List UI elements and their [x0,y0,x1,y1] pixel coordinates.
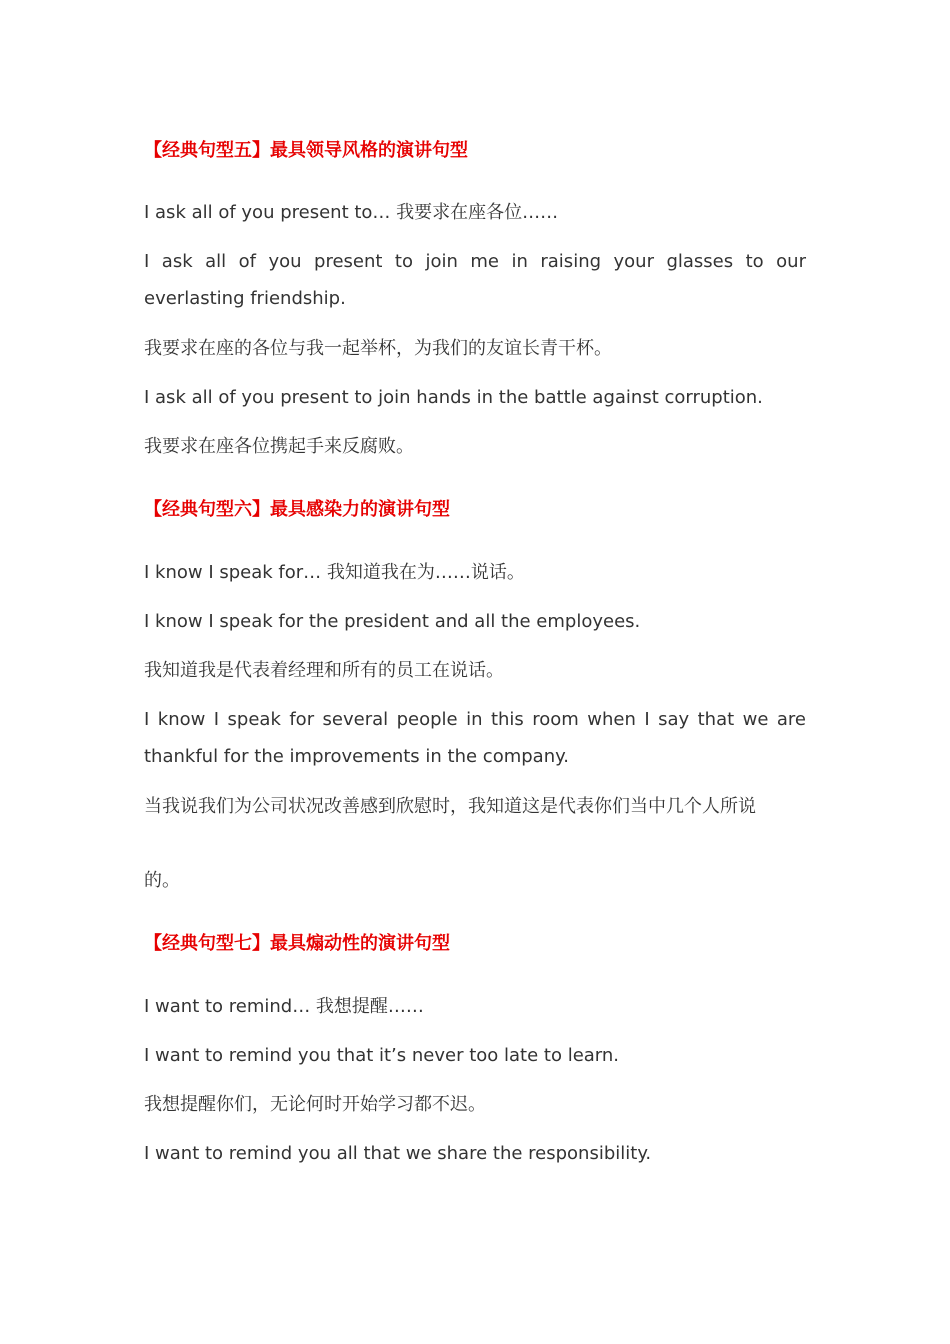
example-english: I ask all of you present to join me in raising your glasses to our everlasting friendship. [144,251,806,309]
section-heading-seven: 【经典句型七】最具煽动性的演讲句型 [144,933,450,954]
example-chinese: 当我说我们为公司状况改善感到欣慰时，我知道这是代表你们当中几个人所说 [144,796,756,817]
section-heading-five: 【经典句型五】最具领导风格的演讲句型 [144,140,468,161]
example-chinese-continued: 的。 [144,870,180,891]
example-english: I want to remind you that it’s never too late to learn. [144,1045,620,1066]
example-chinese: 我要求在座的各位与我一起举杯，为我们的友谊长青干杯。 [144,338,612,359]
example-chinese: 我知道我是代表着经理和所有的员工在说话。 [144,660,504,681]
pattern-line: I want to remind… 我想提醒…… [144,996,424,1017]
example-chinese: 我想提醒你们，无论何时开始学习都不迟。 [144,1094,486,1115]
example-chinese: 我要求在座各位携起手来反腐败。 [144,436,414,457]
example-english: I know I speak for the president and all the employees. [144,611,641,632]
example-english: I know I speak for several people in this room when I say that we are thankful for the improvements in the company. [144,709,806,767]
example-english: I ask all of you present to join hands in the battle against corruption. [144,387,763,408]
section-heading-six: 【经典句型六】最具感染力的演讲句型 [144,499,450,520]
pattern-line: I know I speak for… 我知道我在为……说话。 [144,562,525,583]
example-english: I want to remind you all that we share the responsibility. [144,1143,652,1164]
pattern-line: I ask all of you present to… 我要求在座各位…… [144,202,559,223]
